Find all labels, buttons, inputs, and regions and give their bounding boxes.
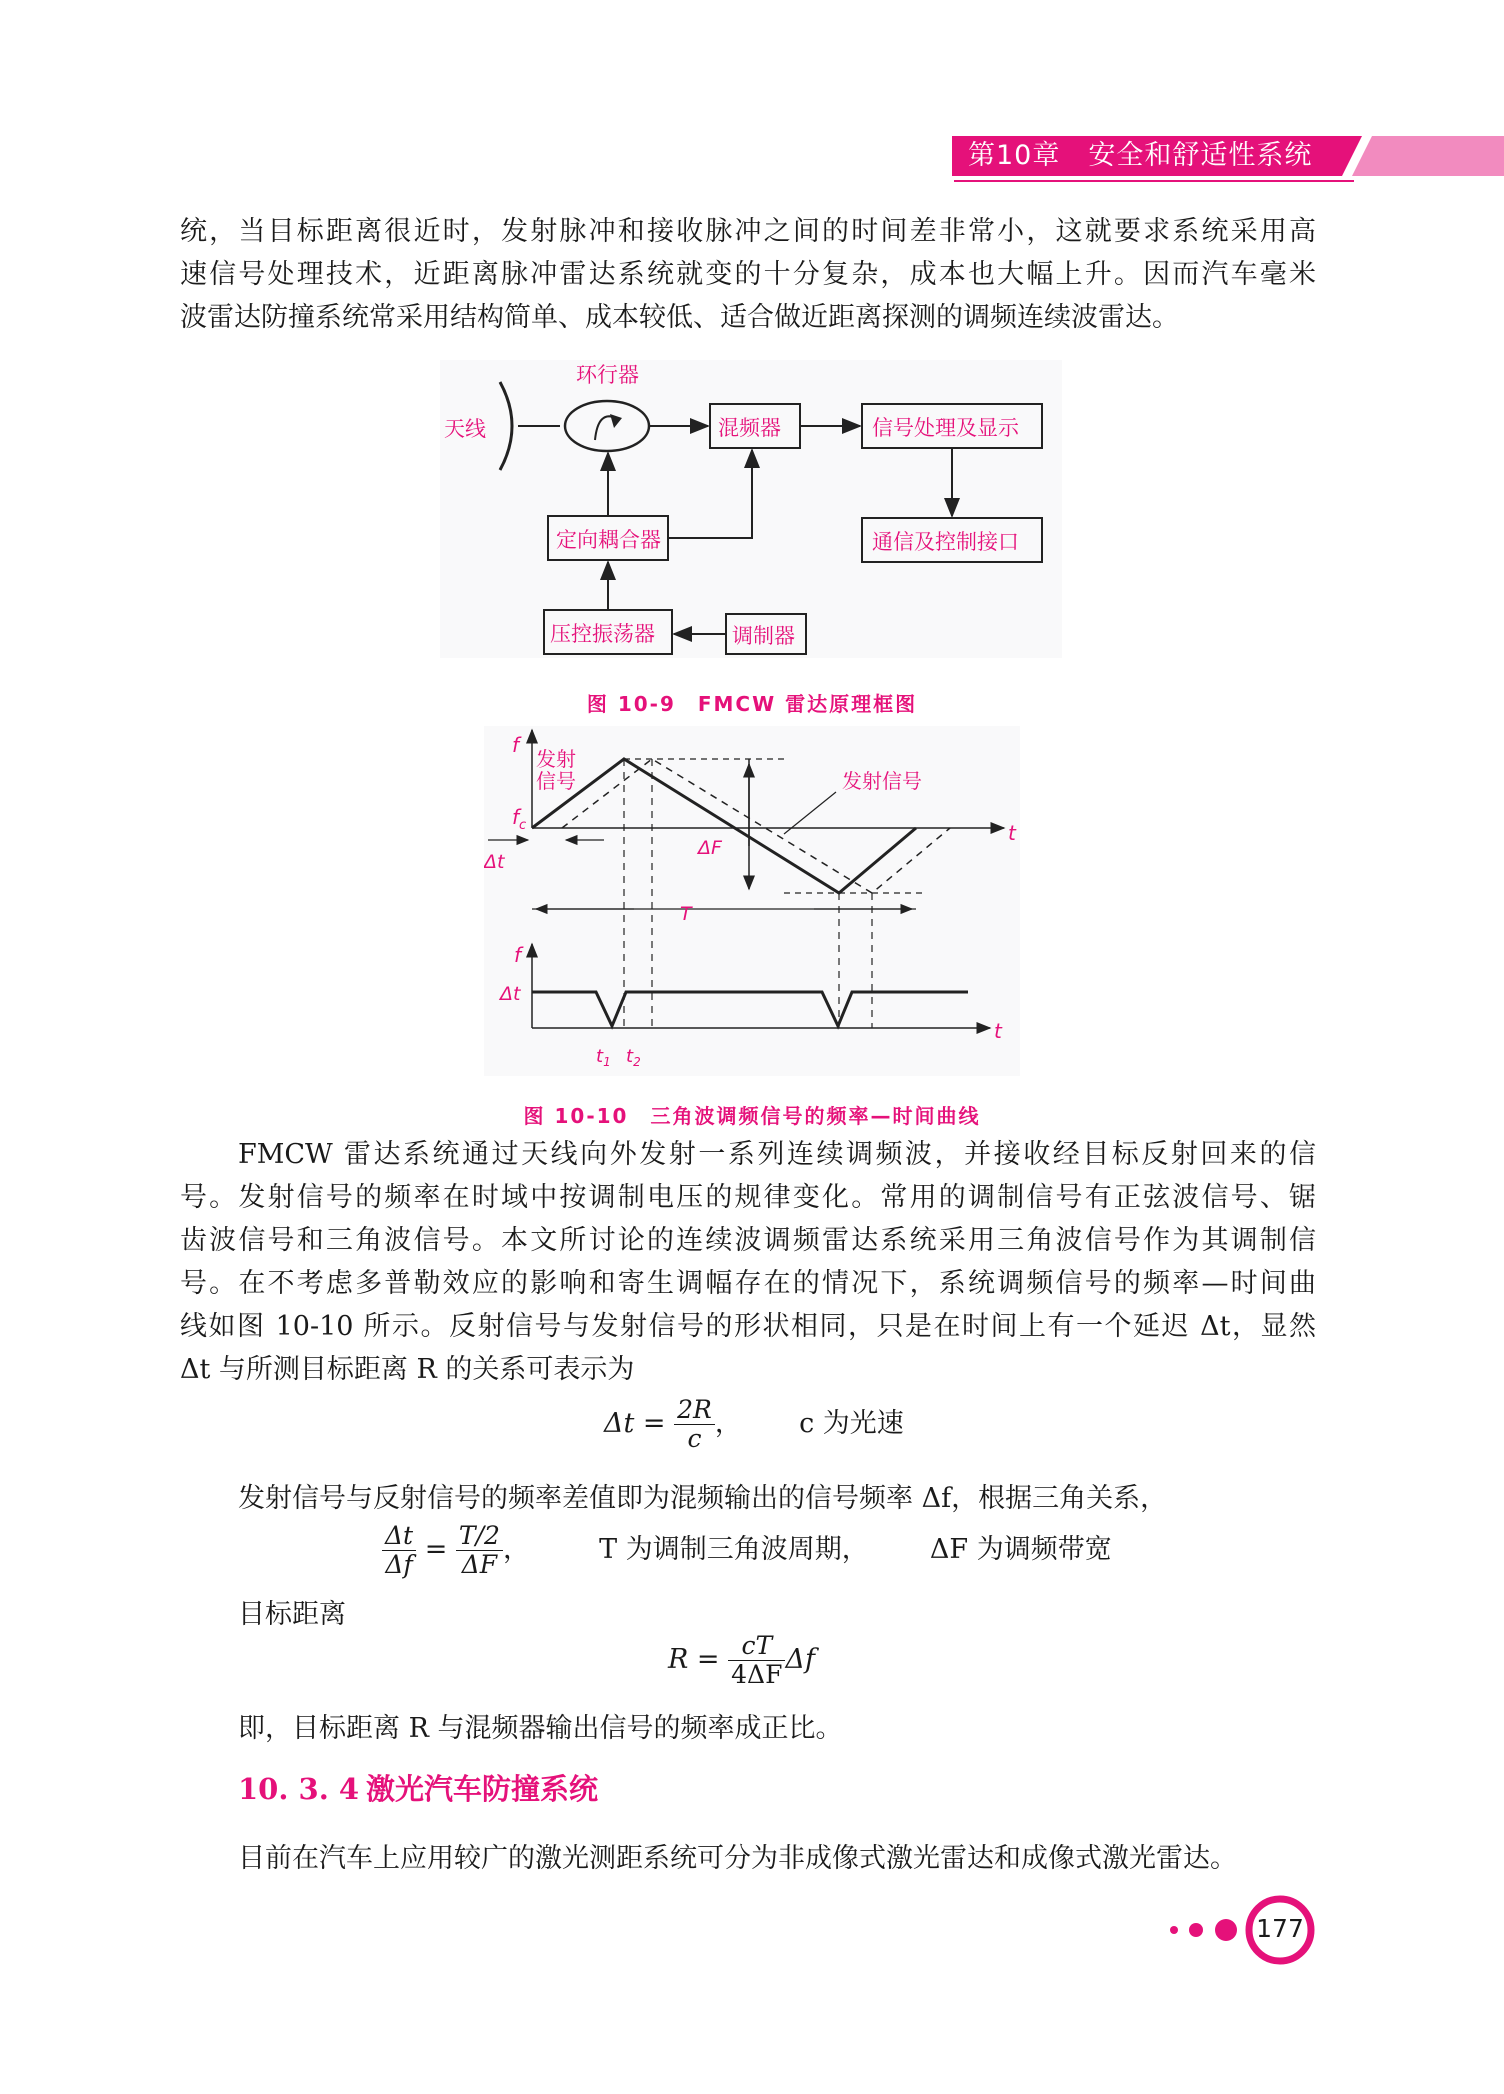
paragraph2-line5: 线如图 10-10 所示。反射信号与发射信号的形状相同，只是在时间上有一个延迟 Δt，显然	[180, 1311, 1316, 1342]
equation-delay	[604, 1396, 904, 1453]
t1-subscript: 1	[603, 1055, 611, 1069]
transmit-label-left-2: 信号	[536, 769, 576, 793]
delta-t-bottom-label: Δt	[500, 983, 521, 1005]
eq2-equals: =	[424, 1534, 448, 1565]
delta-t-label: Δt	[484, 851, 505, 873]
eq1-note: c 为光速	[799, 1408, 904, 1439]
section-number: 10. 3. 4	[238, 1772, 360, 1806]
section-title: 激光汽车防撞系统	[366, 1772, 599, 1806]
transmit-label-right: 发射信号	[842, 769, 922, 793]
fc-subscript: c	[519, 818, 527, 833]
svg-text:t2	[626, 1046, 641, 1069]
paragraph1-line3: 波雷达防撞系统常采用结构简单、成本较低、适合做近距离探测的调频连续波雷达。	[180, 302, 1179, 333]
fc-label: f	[512, 805, 520, 829]
last-line: 目前在汽车上应用较广的激光测距系统可分为非成像式激光雷达和成像式激光雷达。	[238, 1843, 1237, 1874]
page-number: 177	[1256, 1914, 1304, 1943]
signal-processing-label: 信号处理及显示	[872, 416, 1019, 440]
delta-F-label: ΔF	[698, 837, 722, 859]
modulator-label: 调制器	[732, 624, 795, 648]
eq3-denominator: 4ΔF	[731, 1660, 783, 1689]
section-heading	[238, 1767, 598, 1808]
eq1-denominator: c	[687, 1424, 702, 1453]
t-axis-bottom-label: t	[994, 1019, 1002, 1043]
paragraph2-line6: Δt 与所测目标距离 R 的关系可表示为	[180, 1354, 635, 1385]
figure-10-10-caption: 图 10-10 三角波调频信号的频率—时间曲线	[523, 1104, 981, 1128]
eq2-comma: ，	[502, 1534, 530, 1565]
f-axis-label: f	[512, 733, 520, 757]
eq3-numerator: cT	[728, 1632, 785, 1661]
paragraph2-line4: 号。在不考虑多普勒效应的影响和寄生调幅存在的情况下，系统调频信号的频率—时间曲	[180, 1268, 1316, 1299]
eq3-rhs: Δf	[785, 1644, 815, 1675]
svg-text:fc	[512, 805, 526, 833]
t2-label: t	[626, 1046, 634, 1067]
eq1-numerator: 2R	[674, 1396, 715, 1425]
vco-label: 压控振荡器	[550, 622, 655, 646]
paragraph2-line1: FMCW 雷达系统通过天线向外发射一系列连续调频波，并接收经目标反射回来的信	[238, 1139, 1316, 1170]
eq1-comma: ，	[714, 1408, 742, 1439]
eq2-note2: ΔF 为调频带宽	[929, 1534, 1112, 1565]
coupler-label: 定向耦合器	[556, 528, 661, 552]
header-rule	[954, 180, 1354, 182]
eq2-num2: T/2	[456, 1522, 503, 1551]
mixer-label: 混频器	[718, 416, 781, 440]
transmit-label-left-1: 发射	[536, 747, 576, 771]
figure-10-10-diagram	[484, 726, 1020, 1076]
svg-text:t1	[596, 1046, 611, 1069]
chapter-number: 第10章	[968, 140, 1061, 171]
eq2-num1: Δt	[382, 1522, 416, 1551]
figure-10-9-diagram	[440, 360, 1062, 658]
antenna-icon	[500, 382, 512, 470]
chapter-header	[968, 138, 1312, 174]
eq3-lhs: R =	[668, 1644, 720, 1675]
circulator-shape	[565, 401, 649, 451]
eq2-den1: Δf	[385, 1550, 413, 1579]
paragraph1-line2: 速信号处理技术，近距离脉冲雷达系统就变的十分复杂，成本也大幅上升。因而汽车毫米	[180, 259, 1316, 290]
paragraph1-line1: 统，当目标距离很近时，发射脉冲和接收脉冲之间的时间差非常小，这就要求系统采用高	[180, 216, 1316, 247]
eq1-lhs: Δt =	[604, 1408, 666, 1439]
equation-ratio	[382, 1522, 1112, 1579]
eq2-den2: ΔF	[461, 1550, 498, 1579]
frequency-difference-line: 发射信号与反射信号的频率差值即为混频输出的信号频率 Δf，根据三角关系，	[238, 1483, 1168, 1514]
beat-frequency-line	[532, 992, 968, 1026]
circulator-label: 环行器	[576, 363, 639, 387]
equation-range	[668, 1632, 815, 1689]
t2-subscript: 2	[633, 1055, 641, 1069]
antenna-label: 天线	[444, 417, 486, 441]
chapter-title: 安全和舒适性系统	[1088, 140, 1313, 171]
T-label: T	[680, 903, 692, 925]
paragraph2-line2: 号。发射信号的频率在时域中按调制电压的规律变化。常用的调制信号有正弦波信号、锯	[180, 1182, 1316, 1213]
t1-label: t	[596, 1046, 604, 1067]
target-distance-line: 目标距离	[238, 1599, 346, 1630]
comm-interface-label: 通信及控制接口	[872, 530, 1019, 554]
t-axis-label: t	[1008, 821, 1016, 845]
figure-10-9-caption: 图 10-9 FMCW 雷达原理框图	[586, 692, 918, 716]
conclusion-line: 即，目标距离 R 与混频器输出信号的频率成正比。	[238, 1713, 843, 1744]
eq2-note1: T 为调制三角波周期，	[599, 1534, 869, 1565]
f-axis-bottom-label: f	[514, 943, 522, 967]
paragraph2-line3: 齿波信号和三角波信号。本文所讨论的连续波调频雷达系统采用三角波信号作为其调制信	[180, 1225, 1316, 1256]
